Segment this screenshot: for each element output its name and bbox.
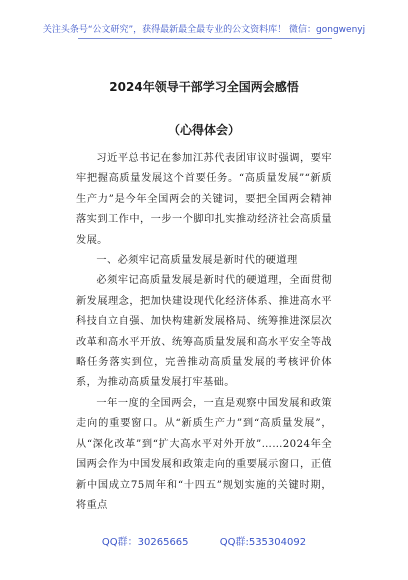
body-paragraph: 一年一度的全国两会，一直是观察中国发展和政策走向的重要窗口。从“新质生产力”到“高质量发展”，从“深化改革”到“扩大高水平对外开放”……2024年全国两会作为中国发展和政策走向的重要展示窗口，正值新中国成立75周年和“十四五”规划实施的关键时期，将重点 (76, 397, 332, 511)
body-paragraph: 习近平总书记在参加江苏代表团审议时强调，要牢牢把握高质量发展这个首要任务。“高质量发展”“新质生产力”是今年全国两会的关键词，要把全国两会精神落实到工作中，一步一个脚印扎实推动经济社会高质量发展。 (76, 153, 332, 246)
document-subtitle: （心得体会） (167, 123, 240, 137)
body-paragraph: 必须牢记高质量发展是新时代的硬道理，全面贯彻新发展理念，把加快建设现代化经济体系、推进高水平科技自立自强、加快构建新发展格局、统筹推进深层次改革和高水平开放、统筹高质量发展和高水平安全等战略任务落实到位，完善推动高质量发展的考核评价体系，为推动高质量发展打牢基础。 (76, 275, 332, 389)
document-title: 2024年领导干部学习全国两会感悟 (109, 80, 299, 94)
section-heading: 一、必须牢记高质量发展是新时代的硬道理 (96, 255, 298, 267)
promo-header: 关注头条号“公文研究”，获得最新最全最专业的公文资料库！ 微信：gongwenyj (42, 25, 366, 35)
qq-group-1: QQ群：30265665 (101, 537, 189, 548)
document-body (76, 149, 332, 516)
header-divider (78, 38, 332, 39)
qq-group-2: QQ群:535304092 (219, 537, 307, 548)
promo-footer (0, 533, 408, 548)
